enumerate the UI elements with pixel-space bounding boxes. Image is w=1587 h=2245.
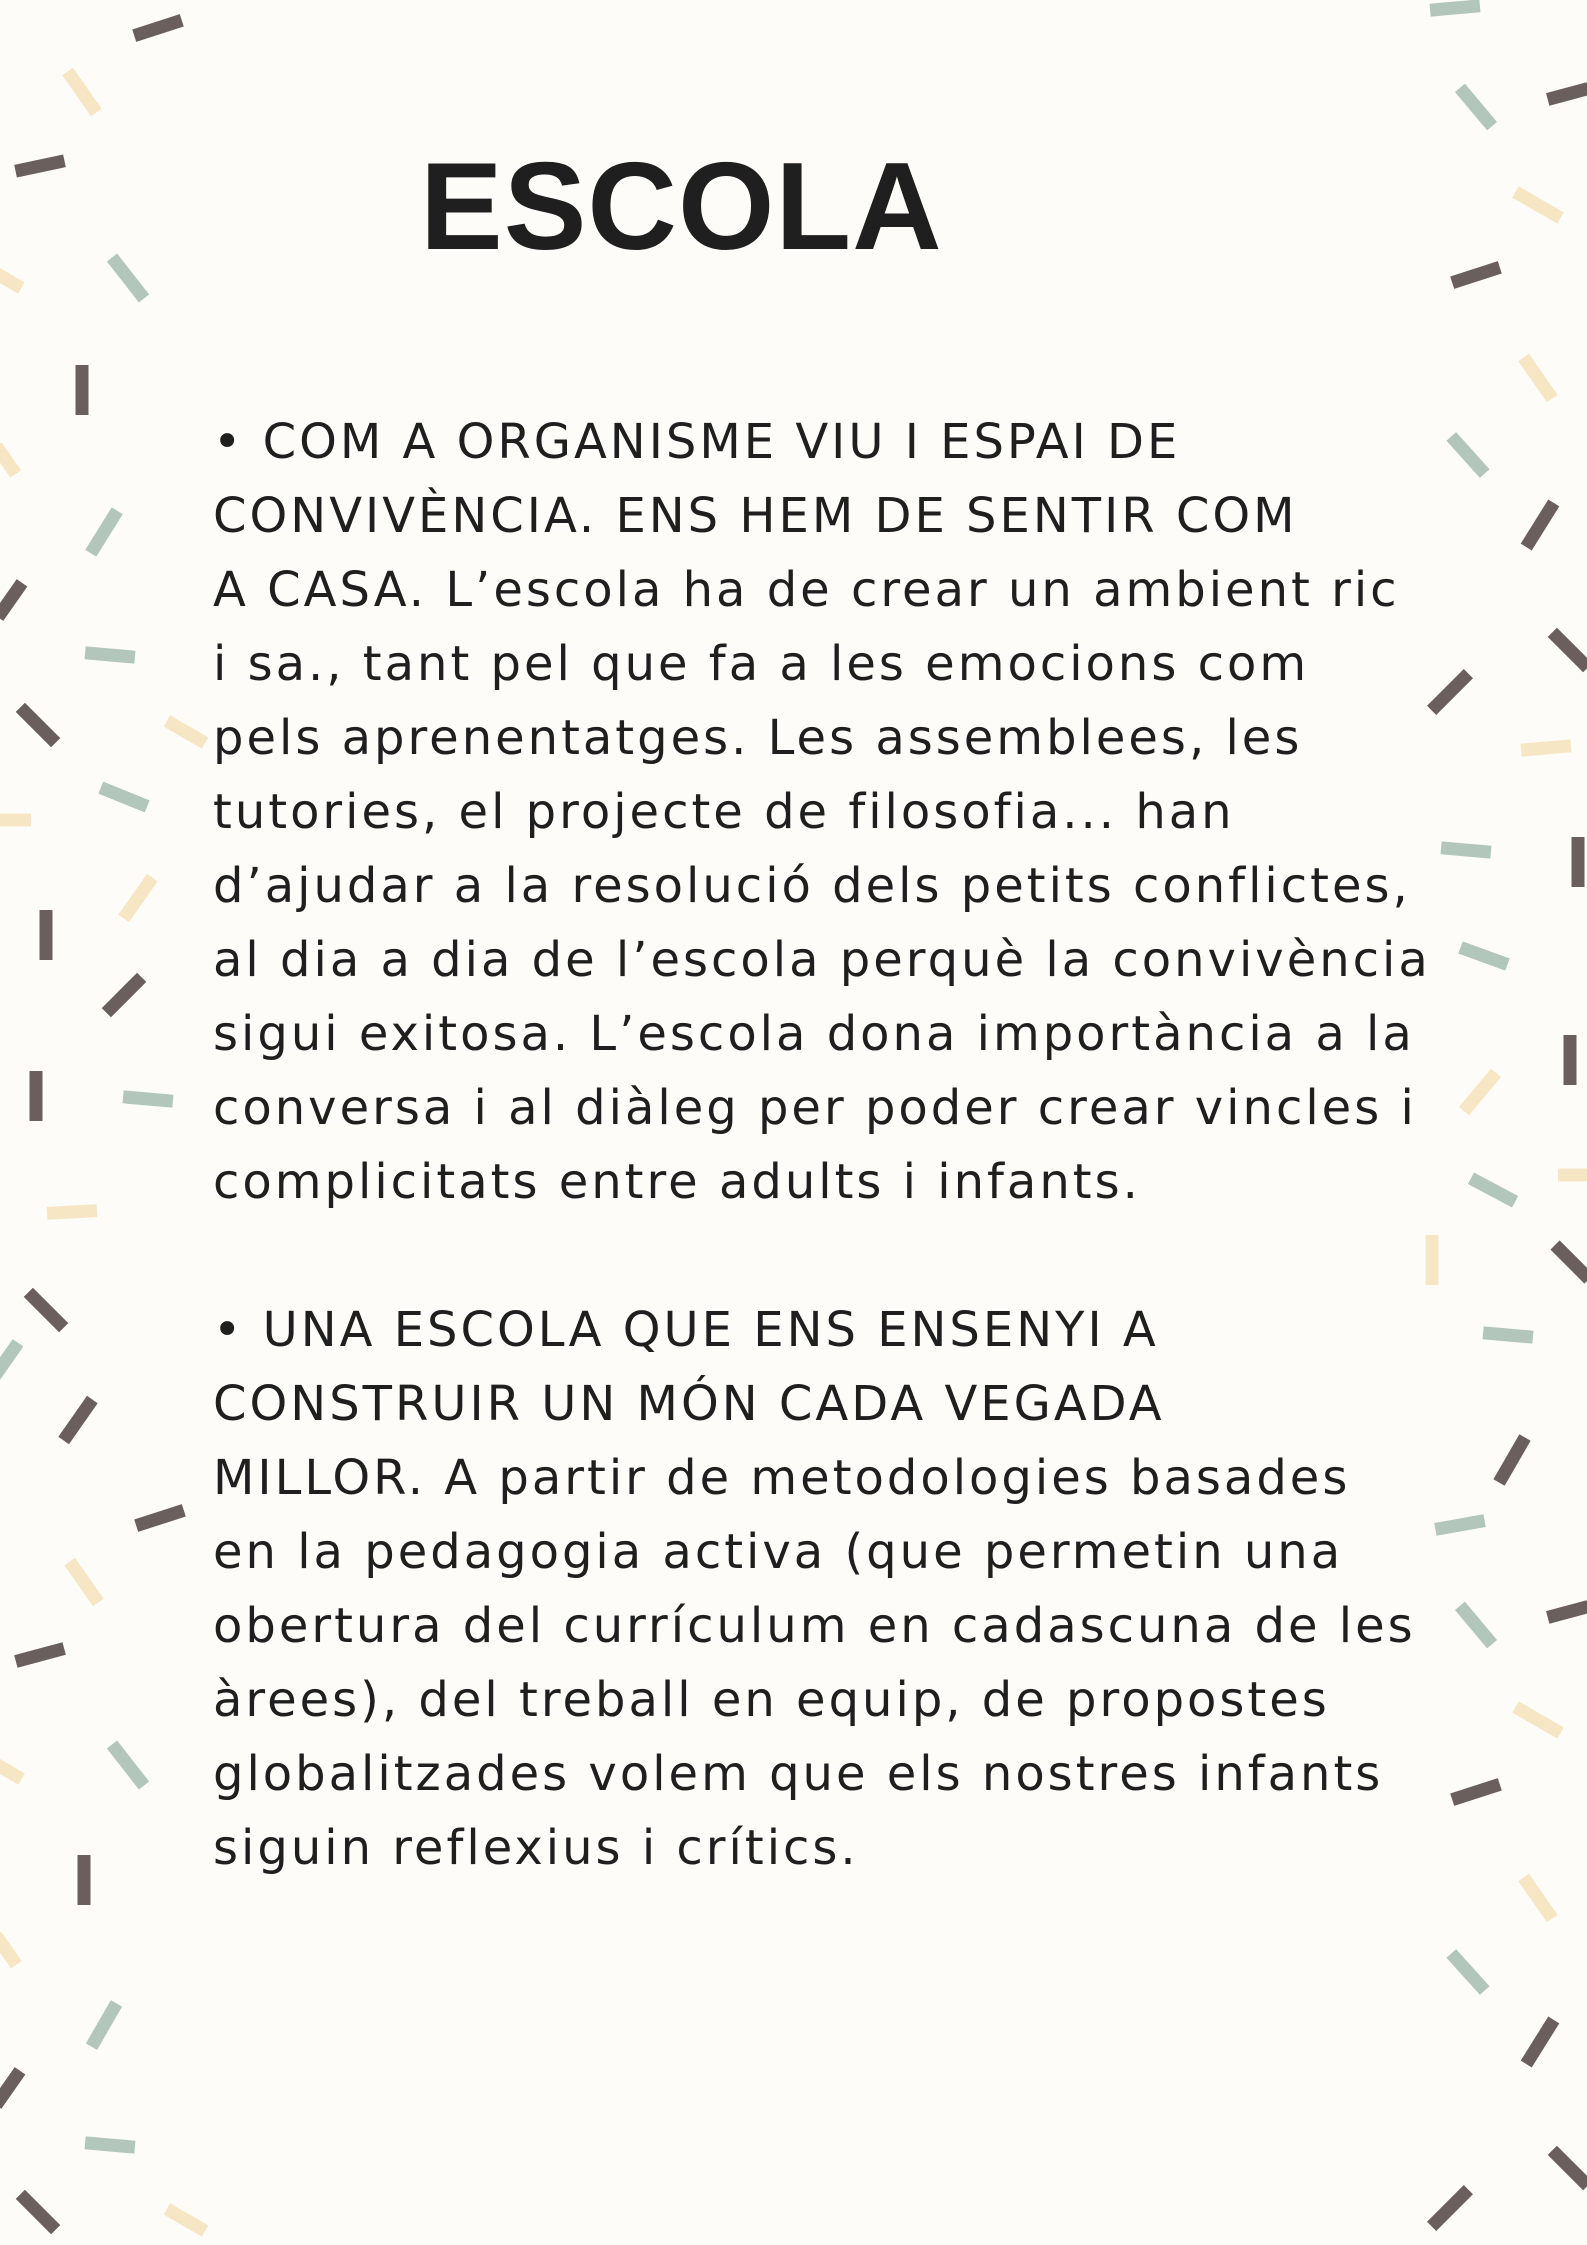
confetti-piece	[16, 703, 61, 748]
confetti-piece	[1459, 1069, 1501, 1116]
document-body	[213, 405, 1443, 1959]
confetti-piece	[1521, 500, 1560, 551]
confetti-piece	[1558, 1169, 1587, 1182]
confetti-piece	[1430, 0, 1481, 17]
confetti-piece	[1548, 628, 1587, 673]
confetti-piece	[0, 1932, 22, 1969]
confetti-piece	[1512, 1701, 1564, 1738]
confetti-piece	[134, 1504, 186, 1532]
confetti-piece	[24, 1288, 69, 1333]
confetti-piece	[62, 68, 101, 116]
confetti-piece	[1458, 941, 1509, 970]
confetti-piece	[123, 1090, 174, 1107]
confetti-piece	[0, 2067, 25, 2109]
confetti-piece	[1483, 1326, 1534, 1343]
confetti-piece	[1512, 186, 1564, 223]
confetti-piece	[1441, 841, 1492, 858]
confetti-piece	[1564, 1035, 1577, 1085]
confetti-piece	[76, 365, 89, 415]
confetti-piece	[0, 1755, 25, 1784]
confetti-piece	[14, 154, 66, 177]
confetti-piece	[0, 579, 27, 621]
paragraph-2: • UNA ESCOLA QUE ENS ENSENYI A CONSTRUIR UN MÓN CADA VEGADA MILLOR. A partir de metodologies basades en la pedagogia activa (que permetin una obertura del currículum en cadascuna de les àrees), del treball en equip, de propostes globalitzades volem que els nostres infants siguin reflexius i crítics.	[213, 1302, 1416, 1876]
confetti-piece	[1446, 1949, 1489, 1995]
confetti-piece	[0, 1339, 23, 1381]
confetti-piece	[102, 973, 147, 1018]
confetti-piece	[1455, 84, 1497, 131]
confetti-piece	[132, 14, 184, 42]
confetti-piece	[1518, 1874, 1557, 1922]
confetti-piece	[118, 874, 157, 922]
confetti-piece	[1521, 2017, 1560, 2068]
confetti-piece	[1518, 354, 1557, 402]
confetti-piece	[1446, 432, 1489, 478]
confetti-piece	[1572, 837, 1585, 887]
confetti-piece	[1468, 1173, 1518, 1208]
confetti-piece	[1550, 1240, 1587, 1283]
confetti-piece	[1450, 261, 1502, 289]
confetti-piece	[0, 814, 31, 827]
confetti-piece	[1493, 1434, 1530, 1486]
confetti-piece	[78, 1855, 91, 1905]
confetti-piece	[1455, 1602, 1497, 1649]
confetti-piece	[85, 507, 123, 556]
confetti-piece	[40, 910, 53, 960]
confetti-piece	[14, 1642, 66, 1667]
confetti-piece	[16, 2190, 61, 2235]
confetti-piece	[0, 442, 21, 477]
confetti-piece	[85, 646, 136, 663]
confetti-piece	[30, 1071, 43, 1121]
confetti-piece	[1450, 1778, 1502, 1806]
confetti-piece	[1548, 2146, 1587, 2191]
confetti-piece	[1546, 1600, 1587, 1623]
confetti-piece	[1546, 82, 1587, 105]
confetti-piece	[86, 2000, 122, 2050]
confetti-piece	[85, 2136, 136, 2153]
confetti-piece	[47, 1204, 98, 1220]
confetti-piece	[164, 715, 209, 748]
paragraph-1: • COM A ORGANISME VIU I ESPAI DE CONVIVÈNCIA. ENS HEM DE SENTIR COM A CASA. L’escola ha de crear un ambient ric i sa., tant pel que fa a les emocions com pels aprenentatges. Les assemblees, les tutories, el projecte de filosofia... han d’ajudar a la resolució dels petits conflictes, al dia a dia de l’escola perquè la convivència sigui exitosa. L’escola dona importància a la conversa i al diàleg per poder crear vincles i complicitats entre adults i infants.	[213, 414, 1431, 1210]
confetti-piece	[0, 262, 25, 293]
confetti-piece	[1521, 739, 1572, 756]
confetti-piece	[164, 2203, 209, 2236]
confetti-piece	[107, 1741, 149, 1790]
page-title: ESCOLA	[420, 138, 943, 276]
confetti-piece	[64, 1558, 103, 1606]
confetti-piece	[1427, 2185, 1473, 2231]
confetti-piece	[58, 1396, 97, 1444]
confetti-piece	[107, 254, 149, 303]
confetti-piece	[98, 782, 149, 813]
